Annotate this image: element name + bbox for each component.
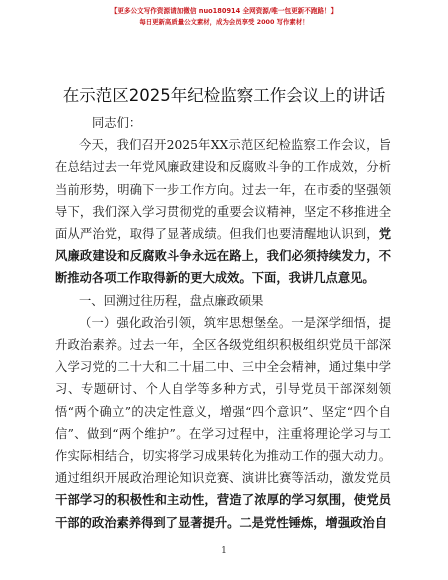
promo-banner-line-1: 【更多公文写作资源请加微信 nuo180914 全网资源/唯一包更新不跑路！】 (110, 7, 338, 15)
document-title: 在示范区2025年纪检监察工作会议上的讲话 (62, 86, 386, 105)
section-heading: 一、回溯过往历程，盘点廉政硕果 (79, 293, 264, 308)
subsection-text: （一）强化政治引领，筑牢思想堡垒。一是深学细悟，提升政治素养。过去一年，全区各级党组织积极组织党员干部深入学习党的二十大和二十届二中、三中全会精神，通过集中学习、专题研讨、个人自学等多种方式，引导党员干部深刻领悟“两个确立”的决定性意义，增强“四个意识”、坚定“四个自信”、做到“两个维护”。在学习过程中，注重将理论学习与工作实际相结合，切实将学习成果转化为推动工作的强大动力。通过组织开展政治理论知识竞赛、演讲比赛等活动，激发党员 (55, 315, 391, 486)
intro-text: 今天，我们召开2025年XX示范区纪检监察工作会议，旨在总结过去一年党风廉政建设和反腐败斗争的工作成效，分析当前形势，明确下一步工作方向。过去一年，在市委的坚强领导下，我们深入学习贯彻党的重要会议精神，坚定不移推进全面从严治党，取得了显著成绩。但我们也要清醒地认识到， (55, 138, 391, 242)
salutation: 同志们： (92, 116, 142, 130)
intro-emphasis-text: 党风廉政建设和反腐败斗争永远在路上，我们必须持续发力，不断推动各项工作取得新的更大成效。下面，我讲几点意见。 (55, 226, 391, 286)
promo-banner-line-2: 每日更新高质量公文素材，成为会员享受 2000 写作素材！ (139, 18, 309, 26)
intro-paragraph (55, 134, 391, 289)
page-number: 1 (221, 546, 227, 556)
promo-banner (0, 6, 448, 28)
subsection-paragraph (55, 312, 391, 534)
document-body (55, 112, 391, 534)
subsection-emphasis-text: 干部学习的积极性和主动性，营造了浓厚的学习氛围，使党员干部的政治素养得到了显著提升。二是党性锤炼，增强政治自 (55, 492, 391, 530)
